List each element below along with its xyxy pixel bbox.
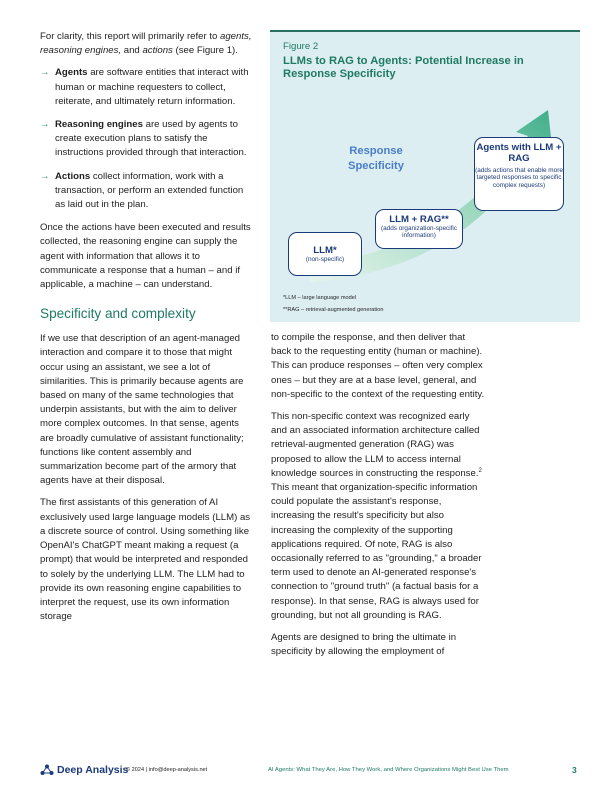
agents-box <box>474 137 564 211</box>
figure-label: Figure 2 <box>283 41 319 52</box>
box-title: LLM + RAG** <box>389 214 449 225</box>
compile-paragraph: to compile the response, and then deliver that back to the requesting entity (human or machine). This can produce responses – often very complex ones – but they are at a base level, general, and non-specific to the context of the requesting entity. <box>271 332 485 400</box>
definitions-list <box>40 66 255 212</box>
logo <box>40 764 128 776</box>
page-number: 3 <box>572 765 577 775</box>
rag-paragraph <box>271 410 485 623</box>
bullet-term: Reasoning engines <box>55 119 143 131</box>
page-footer <box>40 764 580 780</box>
logo-text: Deep Analysis <box>57 764 129 776</box>
copyright-text: © 2024 | info@deep-analysis.net <box>126 767 208 773</box>
list-item <box>40 66 255 109</box>
intro-text: For clarity, this report will primarily refer to <box>40 31 218 42</box>
llm-rag-box <box>375 209 463 249</box>
right-column <box>271 331 485 667</box>
network-nodes-icon <box>40 764 54 776</box>
bullet-text: are used by agents to create execution plans to satisfy the instructions provided through that interaction. <box>55 119 247 159</box>
arrow-right-icon: → <box>40 170 50 182</box>
intro-and: and <box>123 45 140 57</box>
list-item <box>40 170 255 213</box>
arrow-right-icon: → <box>40 119 50 131</box>
box-subtitle: (non-specific) <box>305 256 345 263</box>
bullet-term: Agents <box>55 67 88 79</box>
first-assistants-paragraph: The first assistants of this generation of AI exclusively used large language models (LLM) as a discrete source of control. Using something like OpenAI's ChatGPT meant making a request (a prompt) that would be interpreted and responded to solely by the underlying LLM. The LLM had to provide its own reasoning engine capabilities to interpret the request, use its own information storage <box>40 497 251 623</box>
box-subtitle: (adds actions that enable more targeted responses to specific complex requests) <box>475 167 563 189</box>
figure-footnote-rag: **RAG – retrieval-augmented generation <box>283 307 384 313</box>
actions-paragraph: Once the actions have been executed and results collected, the reasoning engine can supply the agent with information that allows it to communicate a response that a human – and if applicable, a machine – can understand. <box>40 222 251 291</box>
box-subtitle: (adds organization-specific information) <box>380 225 458 240</box>
compare-paragraph: If we use that description of an agent-managed interaction and compare it to those that might occur using an assistant, we see a lot of similarities. This is primarily because agents are based on many of the same technologies that underpin assistants, but with the aim to deliver more complex outcomes. In that sense, agents are broadly cumulative of assistant functionality; functions like content assembly and summarization become part of the armory that agents have at their disposal. <box>40 333 244 487</box>
left-column <box>40 30 255 632</box>
box-title: Agents with LLM + RAG <box>476 142 562 164</box>
rag-text-continued: This meant that organization-specific information could populate the assistant's response, increasing the result's specificity but also increasing the complexity of the supporting applications required. Of note, RAG is also occasionally referred to as "grounding," a broader term used to denote an AI-generated response's connection to "ground truth" (a factual basis for a response). In that sense, RAG is always used for grounding, but not all grounding is RAG. <box>271 482 482 621</box>
response-specificity-label: Response Specificity <box>348 145 404 172</box>
figure-footnote-llm: *LLM – large language model <box>283 295 357 301</box>
figure-panel <box>270 30 580 322</box>
bullet-term: Actions <box>55 170 91 182</box>
bullet-text: are software entities that interact with human or machine requesters to collect, reiterate, and ultimately return information. <box>55 67 249 107</box>
document-title: AI Agents: What They Are, How They Work, and Where Organizations Might Best Use Them <box>268 767 509 773</box>
footnote-reference[interactable]: 2 <box>478 467 482 474</box>
llm-box <box>288 232 362 276</box>
bullet-text: collect information, work with a transaction, or perform an extended function as laid out in the plan. <box>55 170 244 211</box>
rag-text: This non-specific context was recognized early and an associated information architecture called retrieval-augmented generation (RAG) was proposed to allow the LLM to access internal knowledge sources in constructing the response. <box>271 411 480 479</box>
intro-paragraph <box>40 30 255 58</box>
agents-paragraph: Agents are designed to bring the ultimate in specificity by allowing the employment of <box>271 632 457 658</box>
list-item <box>40 118 255 161</box>
intro-text-end: (see Figure 1). <box>175 45 238 57</box>
figure-title: LLMs to RAG to Agents: Potential Increase in Response Specificity <box>283 55 524 81</box>
box-title: LLM* <box>313 245 337 256</box>
arrow-right-icon: → <box>40 67 50 79</box>
intro-actions: actions <box>142 45 173 57</box>
section-heading: Specificity and complexity <box>40 306 196 322</box>
intro-terms: agents, reasoning engines, <box>40 31 252 57</box>
